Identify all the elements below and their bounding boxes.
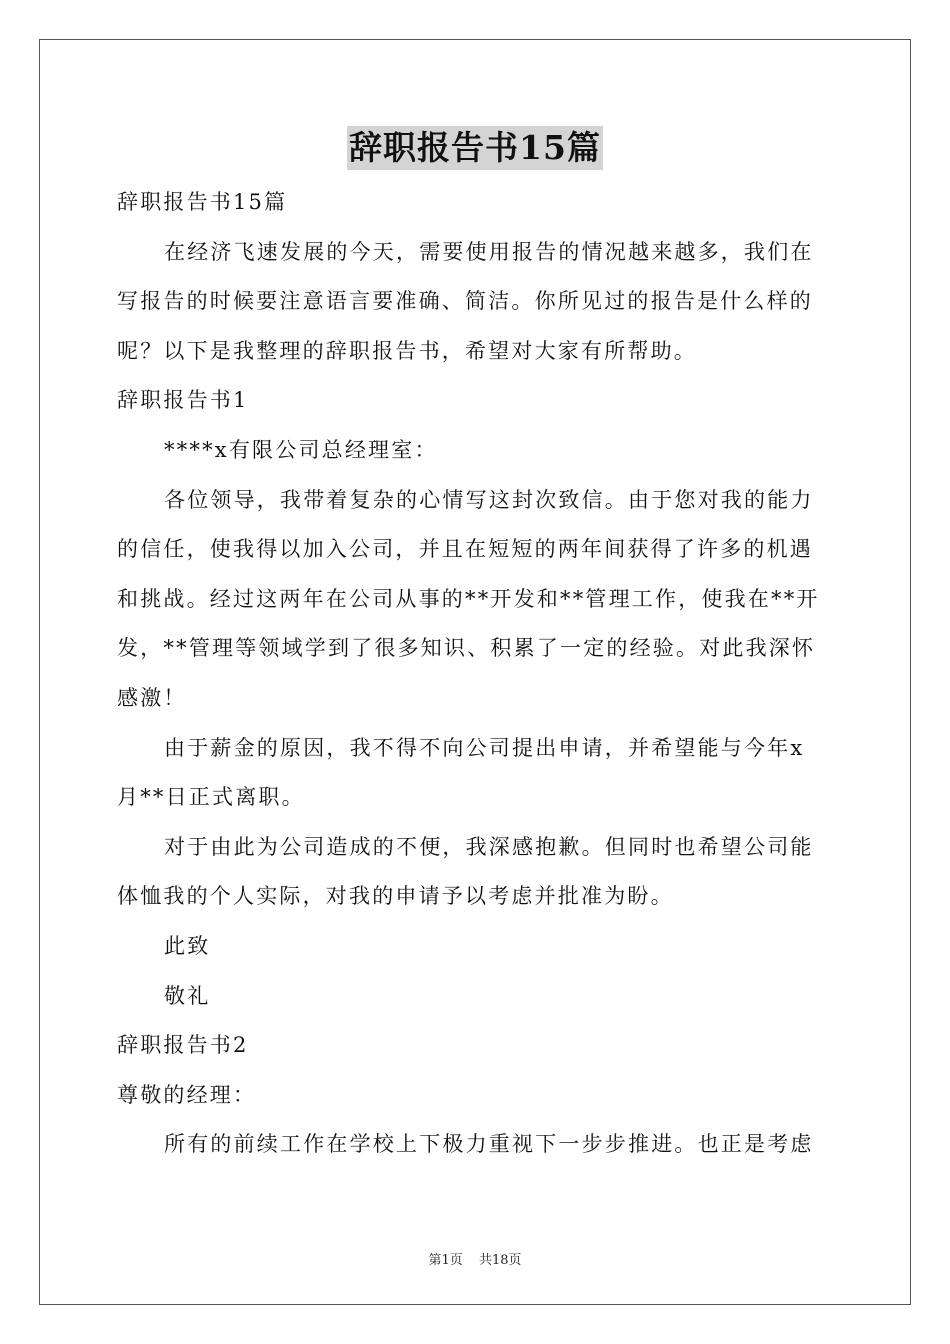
- text-line: 体恤我的个人实际，对我的申请予以考虑并批准为盼。: [117, 884, 674, 909]
- text-line: 发，**管理等领域学到了很多知识、积累了一定的经验。对此我深怀: [117, 636, 816, 661]
- text-line: 和挑战。经过这两年在公司从事的**开发和**管理工作，使我在**开: [117, 586, 820, 611]
- text-line: 月**日正式离职。: [117, 785, 305, 810]
- text-line: 敬礼: [164, 983, 211, 1008]
- text-line: 各位领导，我带着复杂的心情写这封次致信。由于您对我的能力: [164, 487, 814, 512]
- document-title: [0, 126, 950, 170]
- page-footer: [0, 1249, 950, 1268]
- text-line: 辞职报告书2: [117, 1033, 249, 1058]
- text-line: 辞职报告书15篇: [117, 190, 288, 214]
- text-line: 由于薪金的原因，我不得不向公司提出申请，并希望能与今年x: [164, 735, 805, 760]
- text-line: 尊敬的经理：: [117, 1082, 257, 1107]
- text-line: 对于由此为公司造成的不便，我深感抱歉。但同时也希望公司能: [164, 834, 814, 859]
- document-body: [117, 178, 837, 1170]
- text-line: 写报告的时候要注意语言要准确、简洁。你所见过的报告是什么样的: [117, 289, 813, 314]
- text-line: 所有的前续工作在学校上下极力重视下一步步推进。也正是考虑: [164, 1132, 814, 1157]
- text-line: 辞职报告书1: [117, 388, 249, 413]
- text-line: 在经济飞速发展的今天，需要使用报告的情况越来越多，我们在: [164, 239, 814, 264]
- text-line: 呢？以下是我整理的辞职报告书，希望对大家有所帮助。: [117, 338, 697, 363]
- text-line: 的信任，使我得以加入公司，并且在短短的两年间获得了许多的机遇: [117, 537, 813, 562]
- document-title-text: 辞职报告书15篇: [347, 126, 603, 170]
- text-line: 感激！: [117, 685, 187, 710]
- page-total: 共18页: [478, 1253, 522, 1268]
- text-line: ****x有限公司总经理室：: [164, 437, 438, 462]
- text-line: 此致: [164, 933, 211, 958]
- page-number: 第1页: [428, 1253, 463, 1268]
